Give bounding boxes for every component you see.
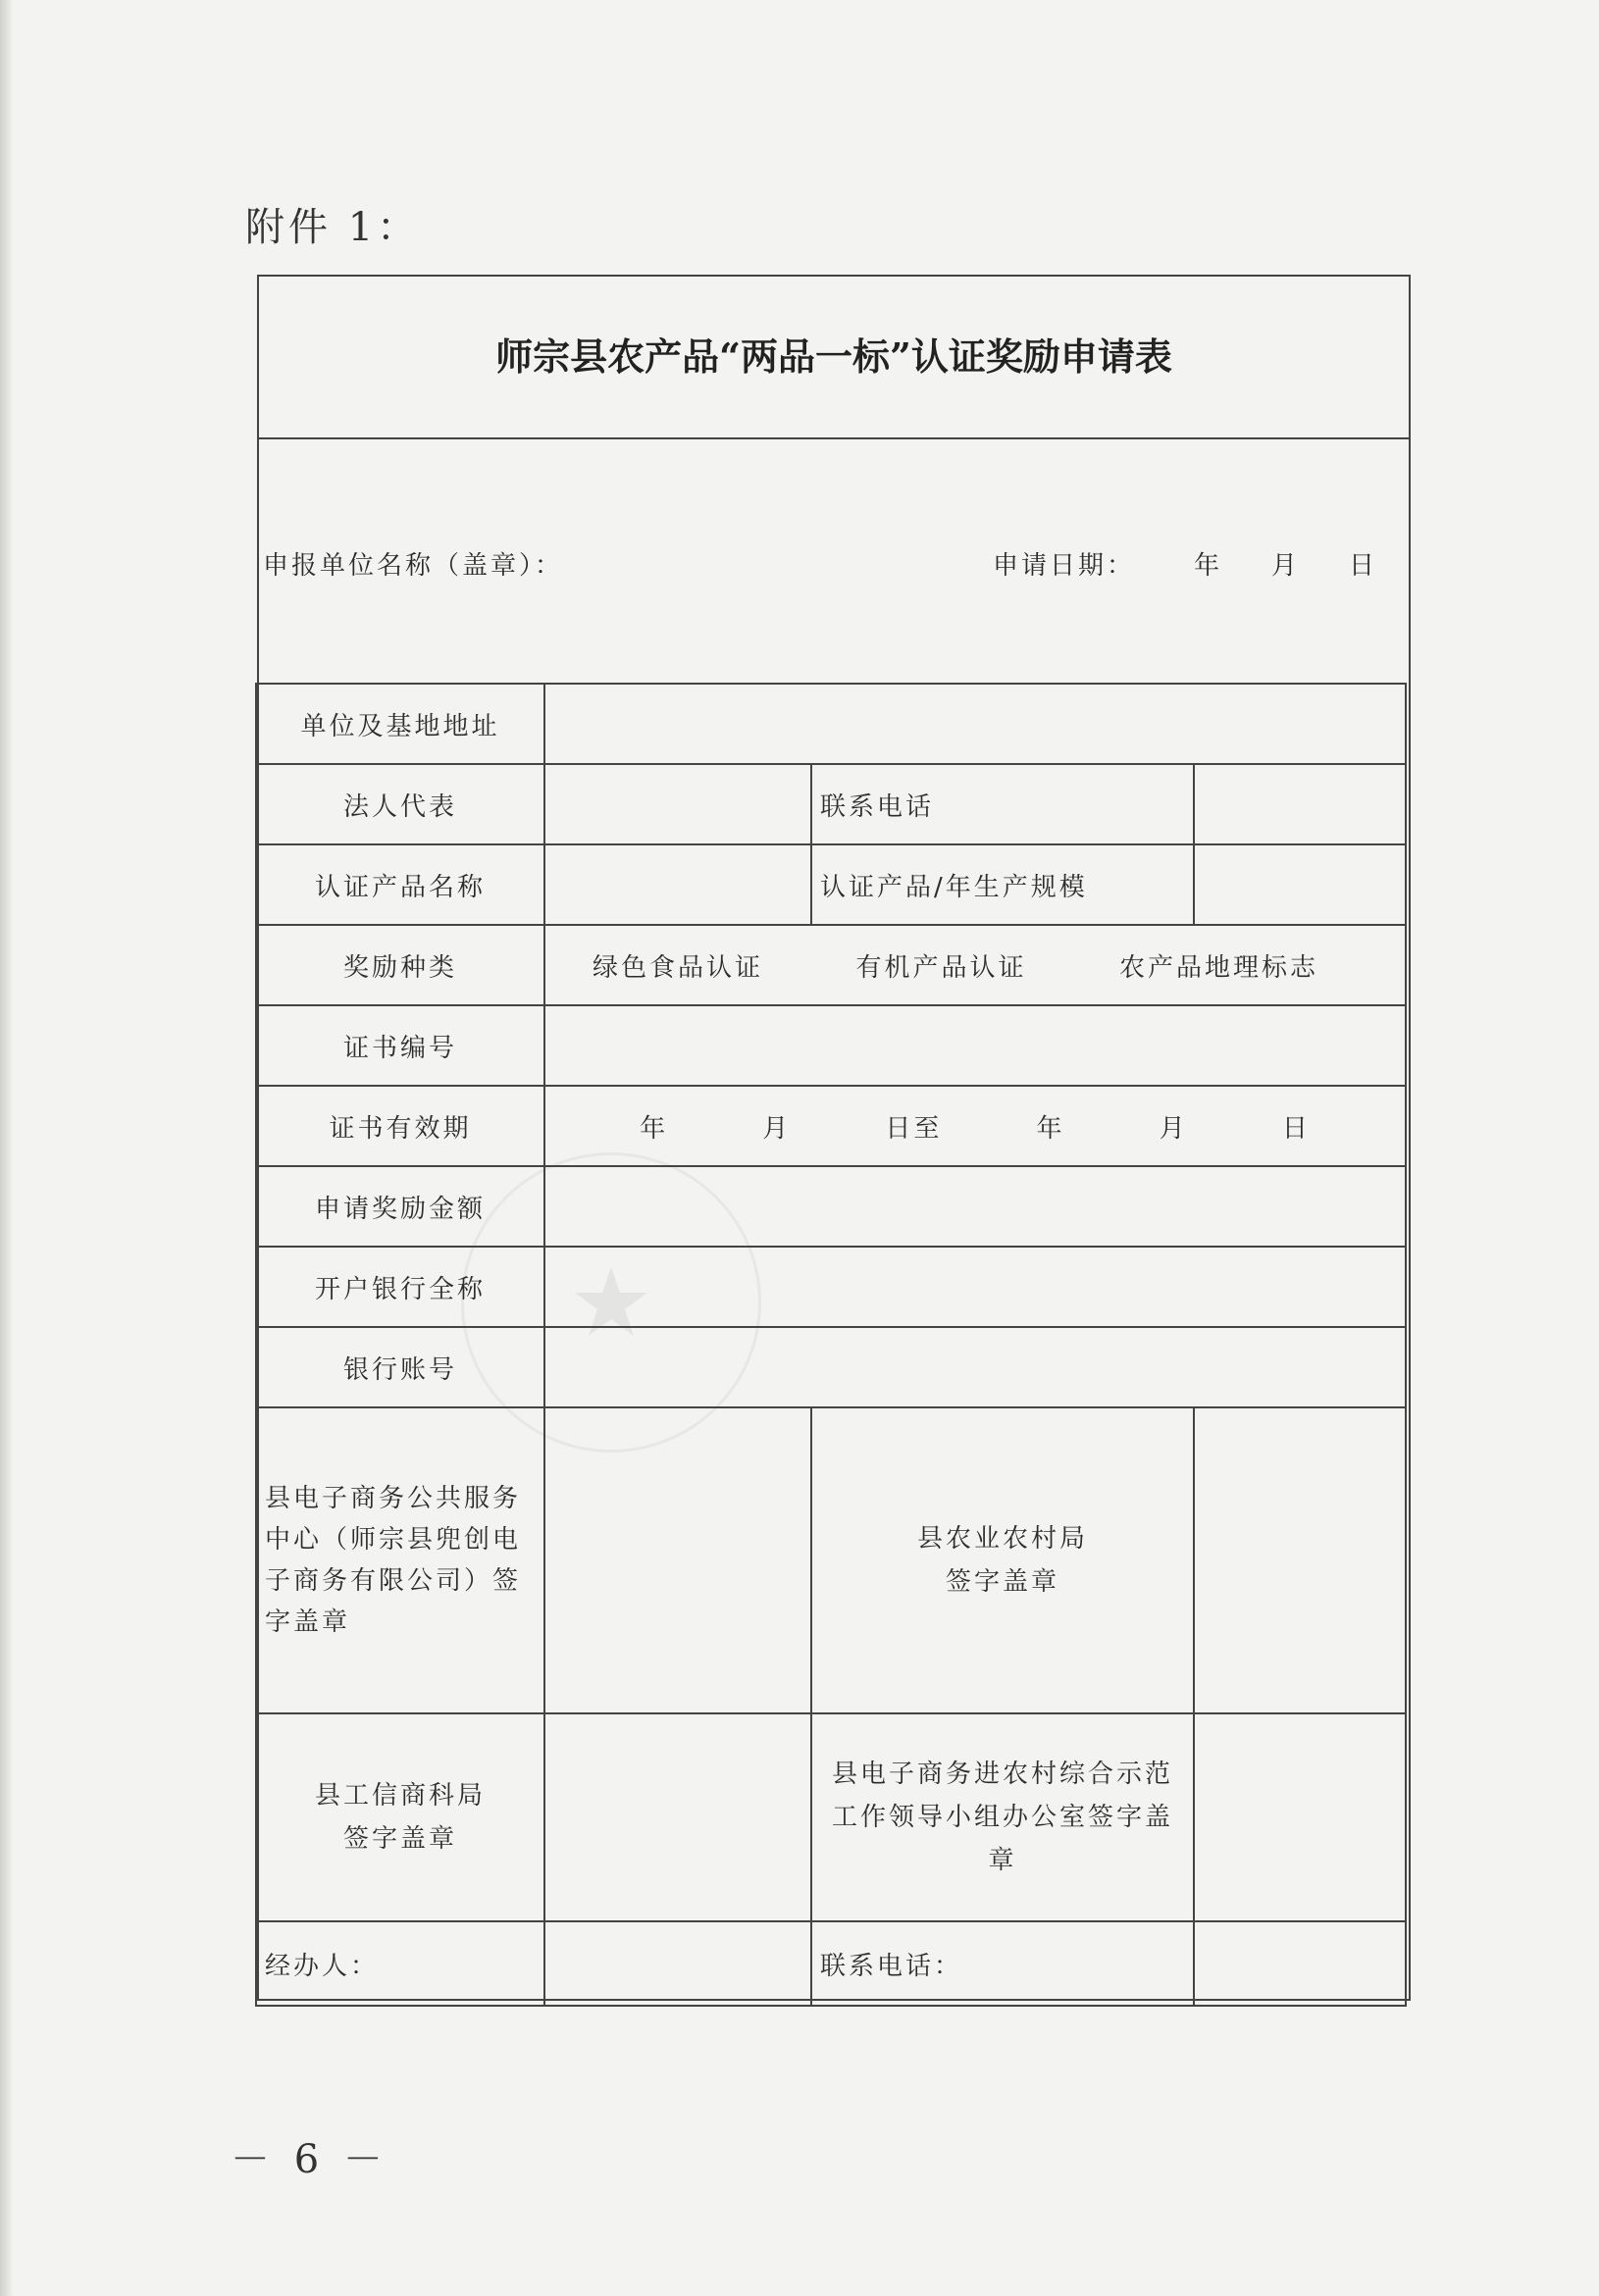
table-row [256,1166,1406,1247]
validity-end-year: 年 [1036,1113,1065,1144]
validity-field[interactable] [544,1086,1406,1166]
agri-bureau-label [811,1407,1194,1713]
handler-phone-label: 联系电话： [811,1921,1194,2006]
reward-type-label: 奖励种类 [256,925,544,1005]
validity-start-month: 月 [762,1113,792,1144]
validity-start-day: 日至 [885,1113,943,1144]
product-scale-field[interactable] [1194,844,1406,925]
address-label: 单位及基地地址 [256,684,544,764]
apply-date [993,545,1377,582]
reward-type-organic[interactable]: 有机产品认证 [855,952,1027,983]
attachment-label: 附件 1： [245,205,421,250]
agri-bureau-line1: 县农业农村局 [916,1524,1088,1554]
agri-bureau-signature[interactable] [1194,1407,1406,1713]
table-row [256,1005,1406,1086]
apply-date-day: 日 [1349,551,1378,581]
form-title: 师宗县农产品“两品一标”认证奖励申请表 [257,275,1411,439]
table-row [256,764,1406,844]
table-row [256,844,1406,925]
validity-end-day: 日 [1281,1113,1311,1144]
table-row [256,1407,1406,1713]
product-name-field[interactable] [544,844,811,925]
bank-name-field[interactable] [544,1247,1406,1327]
table-row [256,684,1406,764]
ecommerce-center-signature[interactable] [544,1407,811,1713]
page-edge-shadow [0,0,14,2296]
agri-bureau-line2: 签字盖章 [945,1567,1059,1597]
contact-phone-label: 联系电话 [811,764,1194,844]
cert-no-label: 证书编号 [256,1005,544,1086]
amount-field[interactable] [544,1166,1406,1247]
reward-type-field [544,925,1406,1005]
bank-account-field[interactable] [544,1327,1406,1407]
industry-bureau-label [256,1713,544,1921]
table-row [256,1086,1406,1166]
industry-bureau-signature[interactable] [544,1713,811,1921]
table-row [256,1713,1406,1921]
legal-rep-label: 法人代表 [256,764,544,844]
demo-office-label: 县电子商务进农村综合示范工作领导小组办公室签字盖章 [811,1713,1194,1921]
applicant-section [257,439,1411,683]
address-field[interactable] [544,684,1406,764]
bank-name-label: 开户银行全称 [256,1247,544,1327]
industry-bureau-line1: 县工信商科局 [314,1781,486,1811]
handler-label: 经办人： [256,1921,544,2006]
handler-phone-field[interactable] [1194,1921,1406,2006]
validity-end-month: 月 [1159,1113,1188,1144]
apply-date-month: 月 [1271,551,1301,581]
table-row [256,925,1406,1005]
applicant-label: 申报单位名称（盖章）： [263,551,564,581]
apply-date-label: 申请日期： [993,551,1136,581]
contact-phone-field[interactable] [1194,764,1406,844]
table-row [256,1247,1406,1327]
product-name-label: 认证产品名称 [256,844,544,925]
reward-type-geo-mark[interactable]: 农产品地理标志 [1118,952,1318,983]
table-row [256,1327,1406,1407]
bank-account-label: 银行账号 [256,1327,544,1407]
product-scale-label: 认证产品/年生产规模 [811,844,1194,925]
demo-office-signature[interactable] [1194,1713,1406,1921]
reward-type-green-food[interactable]: 绿色食品认证 [593,952,764,983]
application-table [255,683,1407,2007]
table-row [256,1921,1406,2006]
legal-rep-field[interactable] [544,764,811,844]
page-number: － 6 － [231,2137,388,2182]
amount-label: 申请奖励金额 [256,1166,544,1247]
industry-bureau-line2: 签字盖章 [342,1824,457,1854]
apply-date-year: 年 [1194,551,1223,581]
ecommerce-center-label: 县电子商务公共服务中心（师宗县兜创电子商务有限公司）签字盖章 [256,1407,544,1713]
validity-start-year: 年 [640,1113,669,1144]
validity-label: 证书有效期 [256,1086,544,1166]
handler-field[interactable] [544,1921,811,2006]
cert-no-field[interactable] [544,1005,1406,1086]
